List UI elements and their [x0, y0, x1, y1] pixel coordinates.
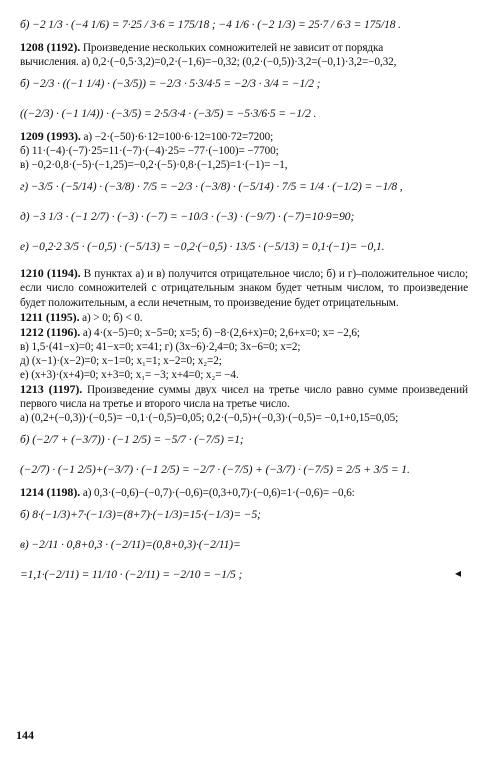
- exercise-1213-a: а) (0,2+(−0,3))·(−0,5)= −0,1·(−0,5)=0,05; 0,2·(−0,5)+(−0,3)·(−0,5)= −0,1+0,15=0,05;: [20, 412, 399, 425]
- exercise-1212-e: е) (x+3)·(x+4)=0; x+3=0; x₁= −3; x+4=0; x₂= −4.: [20, 368, 239, 381]
- exercise-1208-b: б) −2/3 · ((−1 1/4) · (−3/5)) = −2/3 · 5·3/4·5 = −2/3 · 3/4 = −1/2 ;: [20, 78, 321, 91]
- exercise-1212-d: д) (x−1)·(x−2)=0; x−1=0; x₁=1; x−2=0; x₂=2;: [20, 354, 222, 367]
- exercise-1209-g: г) −3/5 · (−5/14) · (−3/8) · 7/5 = −2/3 · (−3/8) · (−5/14) · 7/5 = 1/4 · (−1/2) = −1/8 ,: [20, 181, 403, 194]
- exercise-1208-b2: ((−2/3) · (−1 1/4)) · (−3/5) = 2·5/3·4 · (−3/5) = −5·3/6·5 = −1/2 .: [20, 108, 317, 121]
- exercise-1209-d: д) −3 1/3 · (−1 2/7) · (−3) · (−7) = −10/3 · (−3) · (−9/7) · (−7)=10·9=90;: [20, 211, 355, 224]
- exercise-1209-b: б) 11·(−4)·(−7)·25=11·(−7)·(−4)·25= −77·(−100)= −7700;: [20, 145, 279, 158]
- exercise-1214-v: в) −2/11 · 0,8+0,3 · (−2/11)=(0,8+0,3)·(−2/11)=: [20, 539, 241, 552]
- exercise-1208-a: вычисления. а) 0,2·(−0,5·3,2)=0,2·(−1,6)=−0,32; (0,2·(−0,5))·3,2=(−0,1)·3,2=−0,32,: [20, 56, 397, 69]
- exercise-1211: 1211 (1195). а) > 0; б) < 0.: [20, 309, 143, 324]
- exercise-1213-header: 1213 (1197). Произведение суммы двух чисел на третье число равно сумме произведений первого числа на третье и второго числа на третье число.: [20, 381, 468, 411]
- exercise-1213-b: б) (−2/7 + (−3/7)) · (−1 2/5) = −5/7 · (−7/5) =1;: [20, 434, 244, 447]
- margin-arrow-icon: ◂: [455, 566, 462, 580]
- exercise-1214-a: 1214 (1198). а) 0,3·(−0,6)−(−0,7)·(−0,6)=(0,3+0,7)·(−0,6)=1·(−0,6)= −0,6:: [20, 485, 355, 500]
- exercise-1210: 1210 (1194). В пунктах а) и в) получится отрицательное число; б) и г)–положительное число; если число сомножителей с отрицательным знаком будет четным числом, то произведение будет положительным, а если нечетным, то произведение будет отрицательным.: [20, 266, 468, 309]
- exercise-1212-ab: 1212 (1196). а) 4·(x−5)=0; x−5=0; x=5; б) −8·(2,6+x)=0; 2,6+x=0; x= −2,6;: [20, 324, 360, 339]
- exercise-1209-e: е) −0,2·2 3/5 · (−0,5) · (−5/13) = −0,2·(−0,5) · 13/5 · (−5/13) = 0,1·(−1)= −0,1.: [20, 241, 385, 254]
- exercise-1214-v2: =1,1·(−2/11) = 11/10 · (−2/11) = −2/10 = −1/5 ;: [20, 569, 243, 582]
- exercise-1208-header: 1208 (1192). Произведение нескольких сомножителей не зависит от порядка: [20, 40, 384, 54]
- exercise-1209-a: 1209 (1993). а) −2·(−50)·6·12=100·6·12=100·72=7200;: [20, 129, 274, 144]
- page-number: 144: [16, 728, 34, 742]
- exercise-1212-vg: в) 1,5·(41−x)=0; 41−x=0; x=41; г) (3x−6)·2,4=0; 3x−6=0; x=2;: [20, 340, 301, 353]
- line-1207b: б) −2 1/3 · (−4 1/6) = 7·25 / 3·6 = 175/18 ; −4 1/6 · (−2 1/3) = 25·7 / 6·3 = 175/18 .: [20, 19, 401, 31]
- textbook-page: [20, 10, 468, 590]
- exercise-1209-v: в) −0,2·0,8·(−5)·(−1,25)=−0,2·(−5)·0,8·(−1,25)=1·(−1)= −1,: [20, 159, 288, 172]
- exercise-1213-b2: (−2/7) · (−1 2/5)+(−3/7) · (−1 2/5) = −2/7 · (−7/5) + (−3/7) · (−7/5) = 2/5 + 3/5 = 1.: [20, 464, 410, 477]
- exercise-1214-b: б) 8·(−1/3)+7·(−1/3)=(8+7)·(−1/3)=15·(−1/3)= −5;: [20, 509, 261, 522]
